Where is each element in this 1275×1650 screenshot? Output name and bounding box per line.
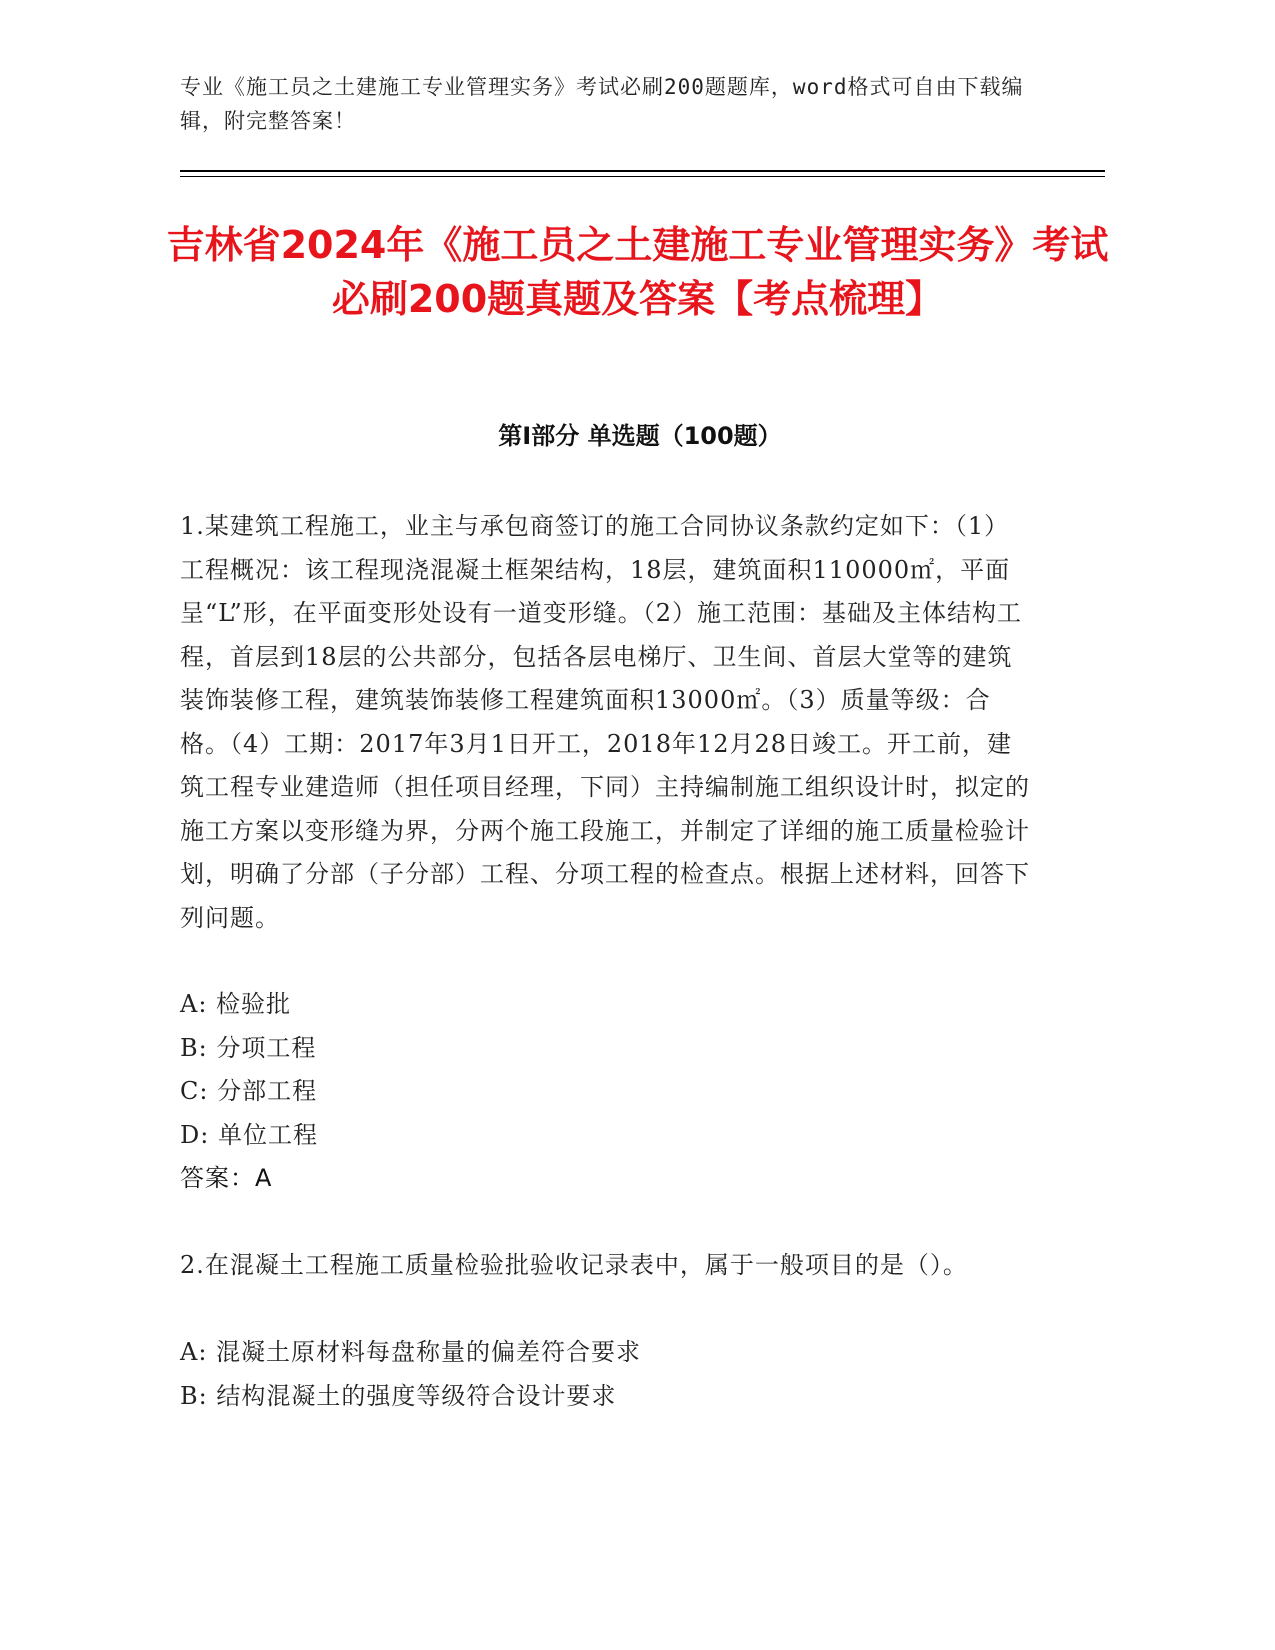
header-divider-thin xyxy=(180,176,1105,177)
question-1-option-d: D: 单位工程 xyxy=(180,1120,318,1149)
question-2-option-b: B: 结构混凝土的强度等级符合设计要求 xyxy=(180,1381,617,1410)
question-2-stem: 2.在混凝土工程施工质量检验批验收记录表中，属于一般项目的是（）。 xyxy=(180,1251,968,1279)
question-2-options xyxy=(180,1331,1030,1418)
header-divider-thick xyxy=(180,170,1105,172)
question-1-option-b: B: 分项工程 xyxy=(180,1033,317,1062)
document-title: 吉林省2024年《施工员之土建施工专业管理实务》考试必刷200题真题及答案【考点梳理】 xyxy=(166,223,1109,321)
question-1-option-a: A: 检验批 xyxy=(180,990,292,1018)
question-1-stem: 1.某建筑工程施工，业主与承包商签订的施工合同协议条款约定如下：（1）工程概况：该工程现浇混凝土框架结构，18层，建筑面积110000㎡，平面呈“L”形，在平面变形处设有一道变形缝。（2）施工范围：基础及主体结构工程，首层到18层的公共部分，包括各层电梯厅、卫生间、首层大堂等的建筑装饰装修工程，建筑装饰装修工程建筑面积13000㎡。（3）质量等级：合格。（4）工期：2017年3月1日开工，2018年12月28日竣工。开工前，建筑工程专业建造师（担任项目经理，下同）主持编制施工组织设计时，拟定的施工方案以变形缝为界，分两个施工段施工，并制定了详细的施工质量检验计划，明确了分部（子分部）工程、分项工程的检查点。根据上述材料，回答下列问题。 xyxy=(180,512,1030,932)
question-1-answer: 答案：A xyxy=(180,1164,273,1192)
section-title: 第Ⅰ部分 单选题（100题） xyxy=(498,422,782,450)
question-2-option-a: A: 混凝土原材料每盘称量的偏差符合要求 xyxy=(180,1338,642,1366)
question-1-options xyxy=(180,983,1030,1201)
question-1-option-c: C: 分部工程 xyxy=(180,1077,318,1105)
header-note: 专业《施工员之土建施工专业管理实务》考试必刷200题题库，word格式可自由下载编辑，附完整答案！ xyxy=(180,75,1024,133)
